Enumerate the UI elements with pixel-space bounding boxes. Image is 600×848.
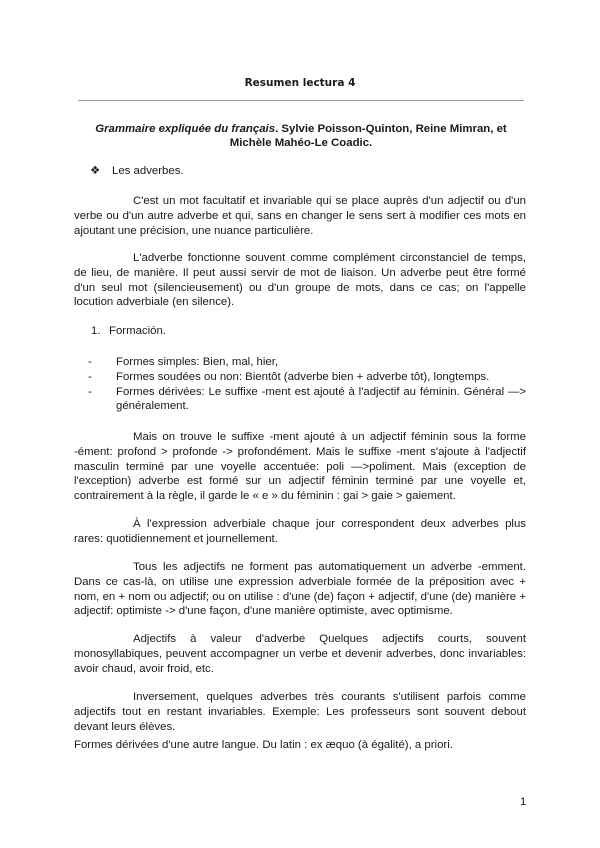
paragraph-adjectifs-adverbe: Adjectifs à valeur d'adverbe Quelques adjectifs courts, souvent monosyllabiques, peuvent accompagner un verbe et devenir adverbes, donc invariables: avoir chaud, avoir froid, etc.: [74, 633, 526, 675]
section-heading-text: Les adverbes.: [112, 165, 184, 177]
list-item: [88, 385, 526, 415]
paragraph-chaque-jour: À l'expression adverbiale chaque jour correspondent deux adverbes plus rares: quotidiennement et journellement.: [74, 518, 526, 545]
numbered-heading: [91, 325, 166, 337]
dash-bullet: -: [88, 356, 92, 368]
list-item-text: Formes soudées ou non: Bientôt (adverbe bien + adverbe tôt), longtemps.: [116, 370, 490, 383]
paragraph-emment: Tous les adjectifs ne forment pas automatiquement un adverbe -emment. Dans ce cas-là, on utilise une expression adverbiale formée de la préposition avec + nom, en + nom ou adjectif; ou on utilise : d'une (de) façon + adjectif, d'une (de) manière + adjectif: optimiste -> d'une façon, d'une manière optimiste, avec optimisme.: [74, 561, 526, 618]
section-heading: [90, 163, 184, 177]
book-authors: . Sylvie Poisson-Quinton, Reine Mimran, et Michèle Mahéo-Le Coadic.: [229, 123, 507, 149]
dash-bullet: -: [88, 370, 92, 383]
paragraph-suffix-ment: Mais on trouve le suffixe -ment ajouté à un adjectif féminin sous la forme -ément: profond > profonde -> profondément. Mais le suffixe -ment s'ajoute à l'adjectif masculin terminé par une voyelle accentuée: poli —>poliment. Mais (exception de l'exception) adverbe est formé sur un adjectif féminin terminé par une voyelle et, contrairement à la règle, il garde le « e » du féminin : gai > gaie > gaiement.: [74, 431, 526, 503]
numbered-heading-text: Formación.: [109, 325, 166, 337]
dash-bullet: -: [88, 385, 92, 398]
page-number: 1: [520, 796, 527, 808]
list-item: [88, 355, 526, 370]
numbered-heading-number: 1.: [91, 325, 101, 337]
formes-list: [88, 355, 526, 414]
document-title: Resumen lectura 4: [244, 77, 356, 89]
list-item-text: Formes dérivées: Le suffixe -ment est ajouté à l'adjectif au féminin. Général —> généralement.: [116, 385, 526, 413]
list-item: [88, 370, 526, 385]
paragraph-function: L'adverbe fonctionne souvent comme complément circonstanciel de temps, de lieu, de manière. Il peut aussi servir de mot de liaison. Un adverbe peut être formé d'un seul mot (silencieusement) ou d'un groupe de mots, dans ce cas; on l'appelle locution adverbiale (en silence).: [74, 252, 526, 309]
paragraph-autre-langue: Formes dérivées d'une autre langue. Du latin : ex æquo (à égalité), a priori.: [74, 739, 453, 751]
paragraph-definition: C'est un mot facultatif et invariable qui se place auprès d'un adjectif ou d'un verbe ou d'un autre adverbe et qui, sans en changer le sens sert à modifier ces mots en ajoutant une précision, une nuance particulière.: [74, 195, 526, 237]
list-item-text: Formes simples: Bien, mal, hier,: [116, 356, 279, 368]
title-divider: [78, 100, 524, 101]
book-reference: [76, 122, 526, 150]
paragraph-inversement: Inversement, quelques adverbes très courants s'utilisent parfois comme adjectifs tout en restant invariables. Exemple: Les professeurs sont souvent debout devant leurs élèves.: [74, 691, 526, 733]
book-title: Grammaire expliquée du français: [95, 123, 276, 135]
diamond-bullet-icon: ❖: [90, 165, 101, 177]
